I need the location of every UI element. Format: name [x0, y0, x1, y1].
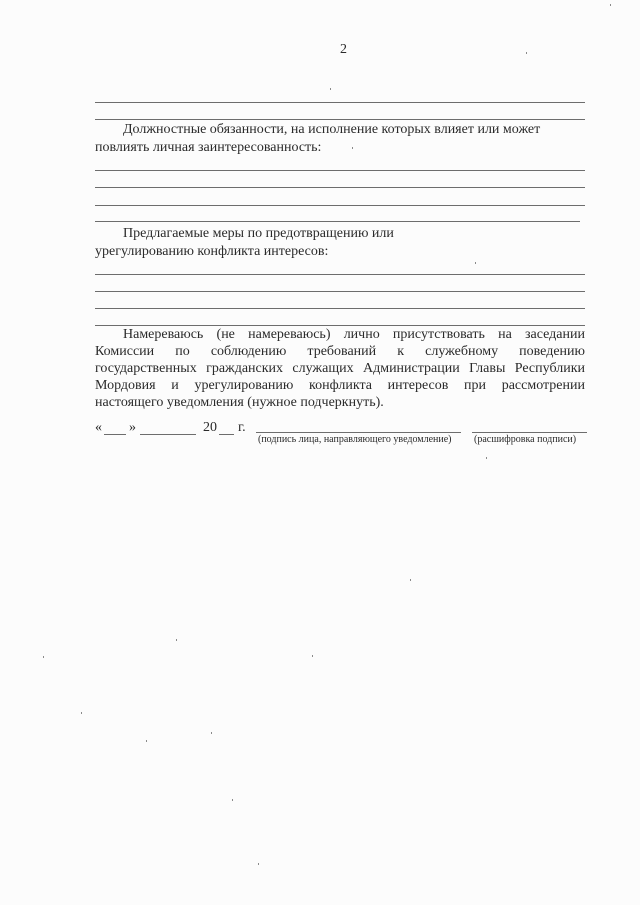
scan-speck: [330, 88, 331, 90]
blank-line: [95, 221, 580, 222]
scan-speck: [43, 656, 44, 658]
intention-line-1: Намереваюсь (не намереваюсь) лично присутствовать на заседании: [123, 327, 585, 342]
scan-speck: [176, 639, 177, 641]
blank-line: [95, 119, 585, 120]
scan-speck: [475, 262, 476, 264]
date-year-blank: [219, 434, 234, 435]
duties-line-1: Должностные обязанности, на исполнение которых влияет или может: [123, 122, 541, 137]
date-year-prefix: 20: [203, 420, 217, 435]
blank-line: [95, 205, 585, 206]
scan-speck: [81, 712, 82, 714]
date-day-blank: [104, 434, 126, 435]
scan-speck: [146, 740, 147, 742]
date-open-quote: «: [95, 420, 102, 435]
scan-speck: [211, 732, 212, 734]
date-year-suffix: г.: [238, 420, 246, 435]
date-month-blank: [140, 434, 196, 435]
decoding-caption: (расшифровка подписи): [474, 434, 577, 445]
blank-line: [95, 291, 585, 292]
scan-speck: [232, 799, 233, 801]
blank-line: [95, 308, 585, 309]
intention-line-2: Комиссии по соблюдению требований к служебному поведению: [95, 344, 585, 359]
blank-line: [95, 274, 585, 275]
page-number: 2: [340, 42, 347, 57]
date-close-quote: »: [129, 420, 136, 435]
scan-speck: [410, 579, 411, 581]
scan-speck: [352, 147, 353, 149]
scan-speck: [610, 4, 611, 6]
measures-line-1: Предлагаемые меры по предотвращению или: [123, 226, 394, 241]
blank-line: [95, 102, 585, 103]
signature-decoding-blank: [472, 432, 587, 433]
intention-line-5: настоящего уведомления (нужное подчеркнуть).: [95, 395, 384, 410]
blank-line: [95, 170, 585, 171]
duties-line-2: повлиять личная заинтересованность:: [95, 140, 322, 155]
blank-line: [95, 187, 585, 188]
intention-line-4: Мордовия и урегулированию конфликта интересов при рассмотрении: [95, 378, 585, 393]
measures-line-2: урегулированию конфликта интересов:: [95, 244, 329, 259]
intention-line-3: государственных гражданских служащих Администрации Главы Республики: [95, 361, 585, 376]
signature-caption: (подпись лица, направляющего уведомление): [258, 434, 452, 445]
scan-speck: [486, 457, 487, 459]
scan-speck: [312, 655, 313, 657]
scan-speck: [258, 863, 259, 865]
signature-blank: [256, 432, 461, 433]
scan-speck: [526, 52, 527, 54]
